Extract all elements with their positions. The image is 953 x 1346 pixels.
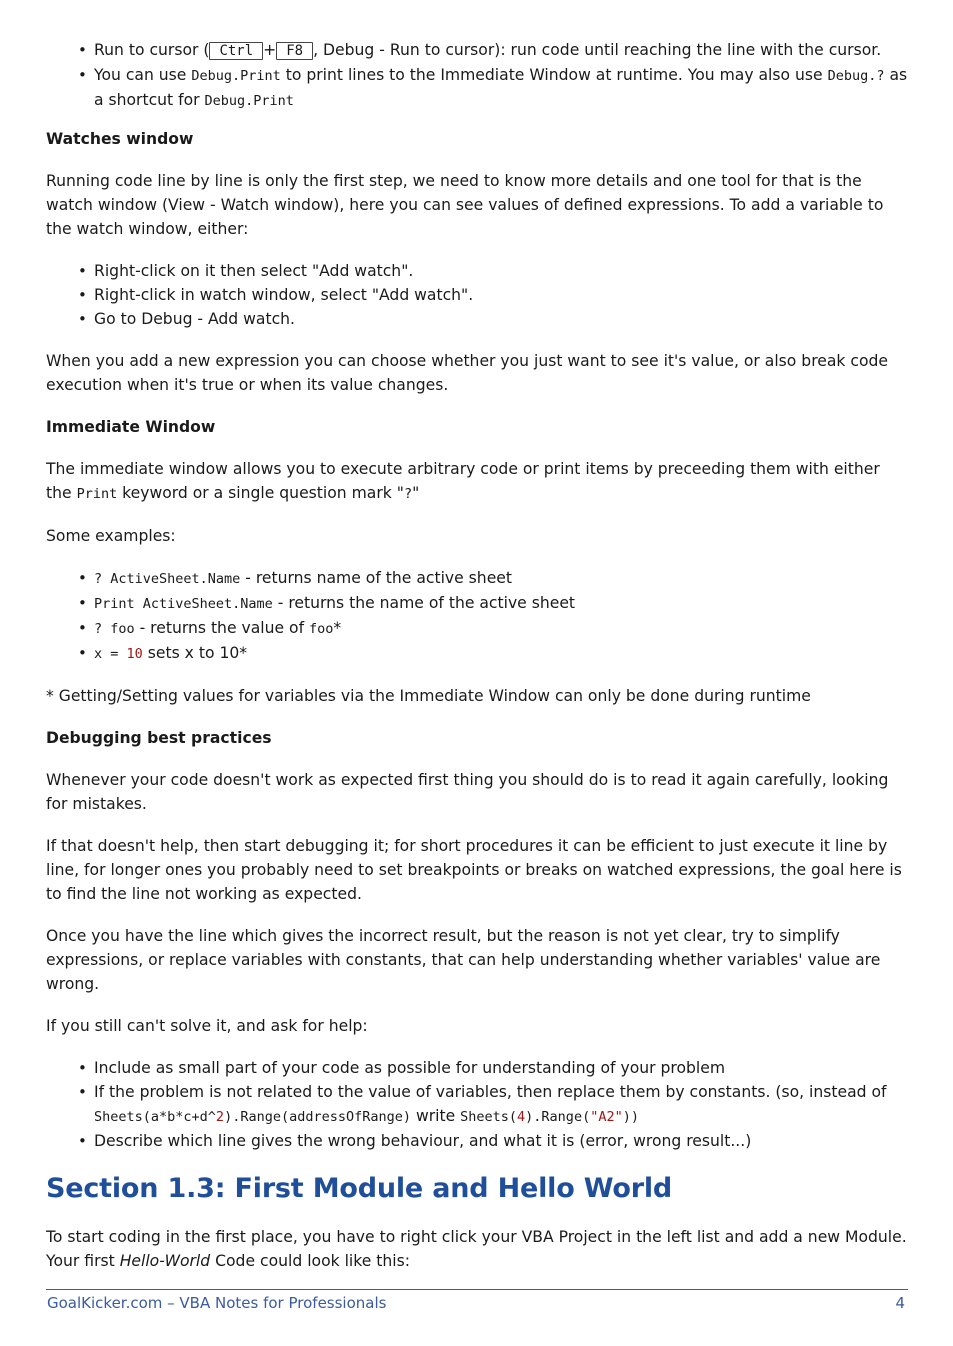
list-item: • Right-click on it then select "Add watch". <box>94 259 908 283</box>
watches-heading: Watches window <box>46 130 194 148</box>
section-intro: To start coding in the first place, you have to right click your VBA Project in the left list and add a new Module. Your first Hello-World Code could look like this: <box>46 1228 907 1270</box>
immediate-note: * Getting/Setting values for variables via the Immediate Window can only be done during runtime <box>46 687 811 705</box>
best-practices-heading: Debugging best practices <box>46 729 272 747</box>
inline-code: Print ActiveSheet.Name <box>94 596 273 612</box>
debug-shortcuts-list <box>46 38 908 113</box>
ctrl-key: Ctrl <box>209 42 263 60</box>
inline-code: Debug.Print <box>191 68 281 84</box>
inline-code: Sheets(a*b*c+d^2).Range(addressOfRange) <box>94 1109 411 1125</box>
list-item: • Right-click in watch window, select "Add watch". <box>94 283 908 307</box>
watches-outro: When you add a new expression you can choose whether you just want to see it's value, or also break code execution when it's true or when its value changes. <box>46 352 889 394</box>
list-item: • Include as small part of your code as possible for understanding of your problem <box>94 1056 908 1080</box>
examples-label: Some examples: <box>46 527 176 545</box>
watches-intro: Running code line by line is only the first step, we need to know more details and one tool for that is the watch window (View - Watch window), here you can see values of defined expressions. To add a variable to the watch window, either: <box>46 172 884 238</box>
best-practices-p1: Whenever your code doesn't work as expected first thing you should do is to read it again carefully, looking for mistakes. <box>46 771 889 813</box>
inline-code: ? <box>403 486 413 502</box>
f8-key: F8 <box>276 42 313 60</box>
immediate-examples-list <box>46 566 908 666</box>
inline-code: Sheets(4).Range("A2")) <box>460 1109 639 1125</box>
list-item: • ? ActiveSheet.Name - returns name of the active sheet <box>94 566 908 591</box>
immediate-intro: The immediate window allows you to execute arbitrary code or print items by preceeding them with either the Print keyword or a single question mark "?" <box>46 460 880 502</box>
best-practices-p4: If you still can't solve it, and ask for help: <box>46 1017 368 1035</box>
footer-divider <box>46 1289 908 1290</box>
list-item: • Describe which line gives the wrong behaviour, and what it is (error, wrong result...) <box>94 1129 908 1153</box>
watches-list <box>46 259 908 331</box>
page-number: 4 <box>895 1294 905 1312</box>
list-item: • x = 10 sets x to 10* <box>94 641 908 666</box>
list-item: • If the problem is not related to the value of variables, then replace them by constants. (so, instead of Sheets(a*b*c+d^2).Range(addressOfRange) write Sheets(4).Range("A2")) <box>94 1080 908 1129</box>
best-practices-p2: If that doesn't help, then start debugging it; for short procedures it can be efficient to just execute it line by line, for longer ones you probably need to set breakpoints or breaks on watched expressions, the goal here is to find the line not working as expected. <box>46 837 902 903</box>
best-practices-p3: Once you have the line which gives the incorrect result, but the reason is not yet clear, try to simplify expressions, or replace variables with constants, that can help understanding whether variables' value are wrong. <box>46 927 881 993</box>
inline-code-number: 10 <box>126 646 143 662</box>
list-item: • ? foo - returns the value of foo* <box>94 616 908 641</box>
inline-code: foo <box>309 621 334 637</box>
inline-code: ? foo <box>94 621 135 637</box>
list-item: • Go to Debug - Add watch. <box>94 307 908 331</box>
list-item: • Run to cursor ( Ctrl + F8 , Debug - Run to cursor): run code until reaching the line with the cursor. <box>94 38 908 63</box>
document-page <box>46 38 908 1291</box>
section-title: Section 1.3: First Module and Hello World <box>46 1173 673 1204</box>
list-item: • Print ActiveSheet.Name - returns the name of the active sheet <box>94 591 908 616</box>
inline-code: x = <box>94 646 127 662</box>
inline-code: Debug.Print <box>204 93 294 109</box>
inline-code: ? ActiveSheet.Name <box>94 571 241 587</box>
inline-code: Print <box>76 486 118 502</box>
inline-code: Debug.? <box>827 68 885 84</box>
footer-source: GoalKicker.com – VBA Notes for Professionals <box>47 1294 387 1312</box>
help-list <box>46 1056 908 1153</box>
list-item: • You can use Debug.Print to print lines to the Immediate Window at runtime. You may also use Debug.? as a shortcut for Debug.Print <box>94 63 908 113</box>
immediate-heading: Immediate Window <box>46 418 216 436</box>
